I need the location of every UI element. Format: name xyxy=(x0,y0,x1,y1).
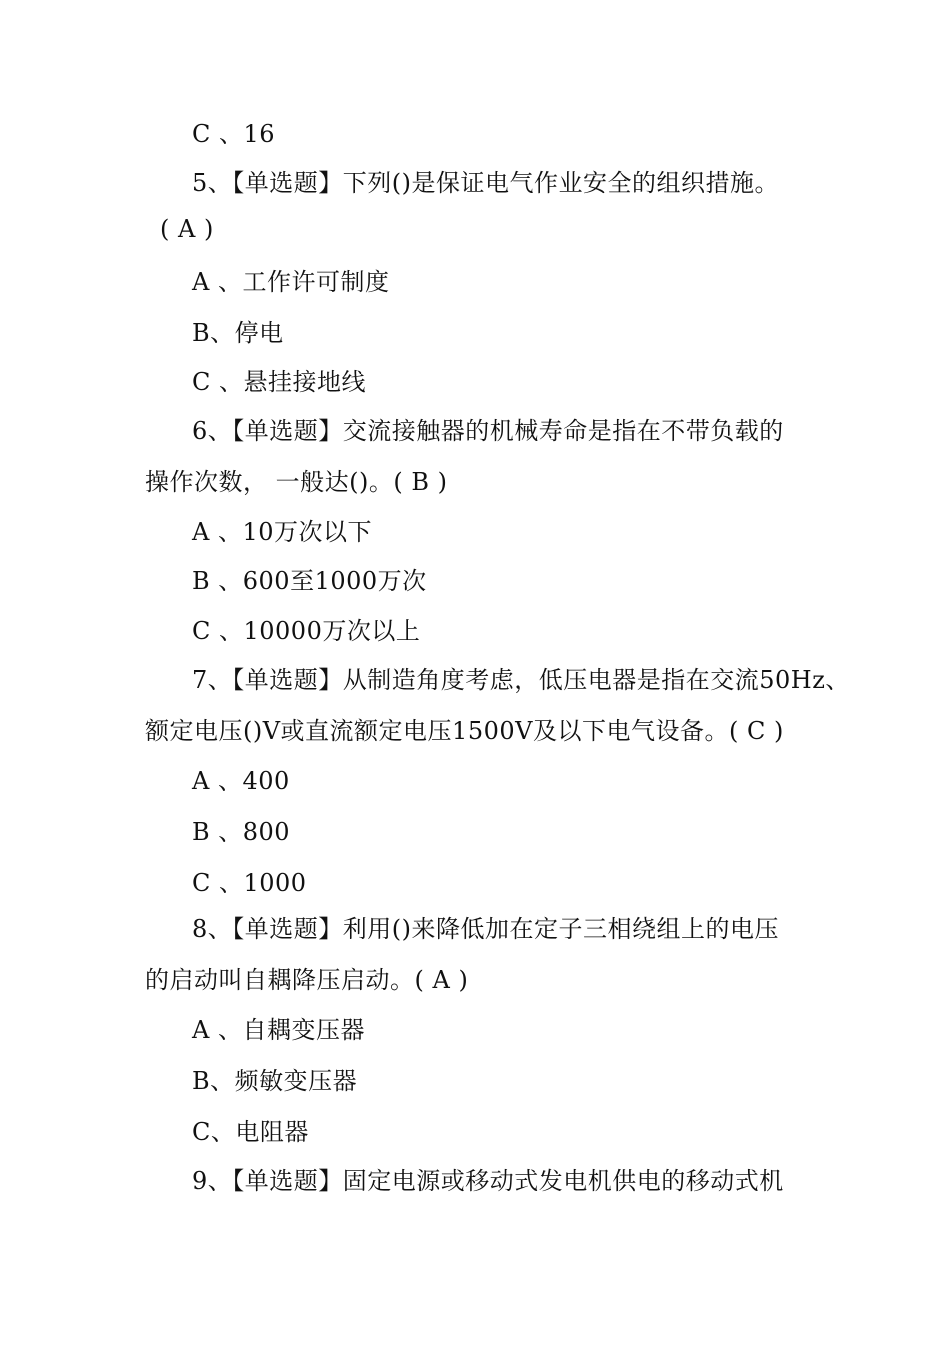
question-7-stem: 7、【单选题】从制造角度考虑，低压电器是指在交流50Hz、 xyxy=(192,666,850,694)
question-7-stem-continued: 额定电压()V或直流额定电压1500V及以下电气设备。( C ) xyxy=(145,717,784,745)
question-5-stem: 5、【单选题】下列()是保证电气作业安全的组织措施。 xyxy=(192,169,779,197)
option-a-q5: A 、工作许可制度 xyxy=(192,268,390,296)
option-b-q8: B、频敏变压器 xyxy=(192,1067,358,1095)
option-b-q6: B 、600至1000万次 xyxy=(192,567,427,595)
option-c-q5: C 、悬挂接地线 xyxy=(192,368,366,396)
option-c-q4: C 、16 xyxy=(192,120,276,148)
option-c-q6: C 、10000万次以上 xyxy=(192,617,421,645)
question-5-answer: ( A ) xyxy=(160,215,214,243)
question-8-stem-continued: 的启动叫自耦降压启动。( A ) xyxy=(145,966,469,994)
option-c-q7: C 、1000 xyxy=(192,869,307,897)
question-9-stem: 9、【单选题】固定电源或移动式发电机供电的移动式机 xyxy=(192,1167,784,1195)
question-8-stem: 8、【单选题】利用()来降低加在定子三相绕组上的电压 xyxy=(192,915,779,943)
option-c-q8: C、电阻器 xyxy=(192,1118,309,1146)
option-b-q7: B 、800 xyxy=(192,818,291,846)
option-a-q7: A 、400 xyxy=(192,767,290,795)
option-a-q6: A 、10万次以下 xyxy=(192,518,372,546)
question-6-stem-continued: 操作次数， 一般达()。( B ) xyxy=(145,468,448,496)
question-6-stem: 6、【单选题】交流接触器的机械寿命是指在不带负载的 xyxy=(192,417,784,445)
option-a-q8: A 、自耦变压器 xyxy=(192,1016,365,1044)
option-b-q5: B、停电 xyxy=(192,319,284,347)
